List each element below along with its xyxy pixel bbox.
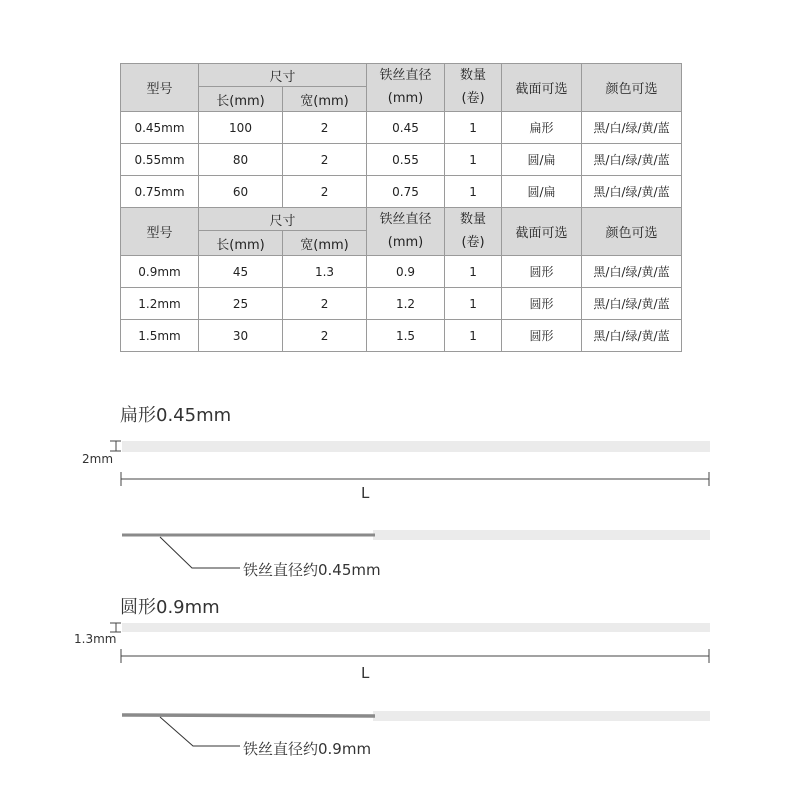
cell-section: 圆形 (502, 288, 582, 320)
cell-qty: 1 (445, 320, 502, 352)
header-width: 宽(mm) (283, 87, 367, 112)
cell-colors: 黑/白/绿/黄/蓝 (582, 112, 682, 144)
cell-length: 30 (199, 320, 283, 352)
cell-length: 25 (199, 288, 283, 320)
header-model: 型号 (121, 208, 199, 256)
header-color: 颜色可选 (582, 64, 682, 112)
cell-qty: 1 (445, 176, 502, 208)
round-callout-leader (160, 717, 240, 746)
cell-colors: 黑/白/绿/黄/蓝 (582, 144, 682, 176)
cell-width: 2 (283, 288, 367, 320)
flat-diagram-title: 扁形0.45mm (120, 405, 232, 426)
cell-model: 0.55mm (121, 144, 199, 176)
cell-diameter: 0.45 (367, 112, 445, 144)
flat-length-dimension (121, 472, 709, 486)
cell-qty: 1 (445, 144, 502, 176)
round-exposed-wire (122, 715, 375, 716)
cell-colors: 黑/白/绿/黄/蓝 (582, 176, 682, 208)
cell-section: 圆形 (502, 320, 582, 352)
round-length-label: L (361, 664, 370, 682)
cell-model: 0.45mm (121, 112, 199, 144)
header-section: 截面可选 (502, 208, 582, 256)
cell-length: 80 (199, 144, 283, 176)
header-model: 型号 (121, 64, 199, 112)
cell-length: 45 (199, 256, 283, 288)
header-quantity-unit: (卷) (461, 234, 485, 250)
cell-diameter: 1.5 (367, 320, 445, 352)
cell-colors: 黑/白/绿/黄/蓝 (582, 256, 682, 288)
cell-diameter: 0.55 (367, 144, 445, 176)
flat-width-label: 2mm (82, 452, 114, 466)
header-quantity-unit: (卷) (461, 90, 485, 106)
header-size: 尺寸 (199, 64, 367, 87)
cell-diameter: 0.9 (367, 256, 445, 288)
flat-wire-callout: 铁丝直径约0.45mm (243, 561, 381, 579)
cell-section: 圆形 (502, 256, 582, 288)
cell-section: 圆/扁 (502, 176, 582, 208)
flat-length-label: L (361, 484, 370, 502)
cell-model: 1.5mm (121, 320, 199, 352)
header-quantity-label: 数量 (460, 211, 487, 227)
cell-qty: 1 (445, 112, 502, 144)
cell-diameter: 1.2 (367, 288, 445, 320)
flat-width-dimension (110, 441, 121, 451)
header-length: 长(mm) (199, 231, 283, 256)
cell-model: 1.2mm (121, 288, 199, 320)
round-wire-callout: 铁丝直径约0.9mm (243, 740, 372, 758)
cell-width: 2 (283, 320, 367, 352)
header-length: 长(mm) (199, 87, 283, 112)
header-color: 颜色可选 (582, 208, 682, 256)
cell-qty: 1 (445, 256, 502, 288)
header-quantity-label: 数量 (460, 67, 487, 83)
round-diagram-title: 圆形0.9mm (120, 597, 220, 618)
cell-width: 2 (283, 144, 367, 176)
cell-section: 圆/扁 (502, 144, 582, 176)
flat-callout-leader (160, 537, 240, 568)
cell-colors: 黑/白/绿/黄/蓝 (582, 288, 682, 320)
cell-width: 1.3 (283, 256, 367, 288)
cell-length: 60 (199, 176, 283, 208)
header-section: 截面可选 (502, 64, 582, 112)
cell-section: 扁形 (502, 112, 582, 144)
round-length-dimension (121, 649, 709, 663)
cell-qty: 1 (445, 288, 502, 320)
cell-length: 100 (199, 112, 283, 144)
round-width-label: 1.3mm (74, 632, 117, 646)
cell-width: 2 (283, 112, 367, 144)
header-size: 尺寸 (199, 208, 367, 231)
header-width: 宽(mm) (283, 231, 367, 256)
cell-colors: 黑/白/绿/黄/蓝 (582, 320, 682, 352)
header-wire-diameter-label: 铁丝直径 (379, 67, 432, 83)
cell-diameter: 0.75 (367, 176, 445, 208)
header-wire-diameter-label: 铁丝直径 (379, 211, 432, 227)
cell-width: 2 (283, 176, 367, 208)
cell-model: 0.75mm (121, 176, 199, 208)
cell-model: 0.9mm (121, 256, 199, 288)
round-width-dimension (110, 623, 121, 632)
header-wire-diameter-unit: (mm) (387, 90, 424, 106)
header-wire-diameter-unit: (mm) (387, 234, 424, 250)
